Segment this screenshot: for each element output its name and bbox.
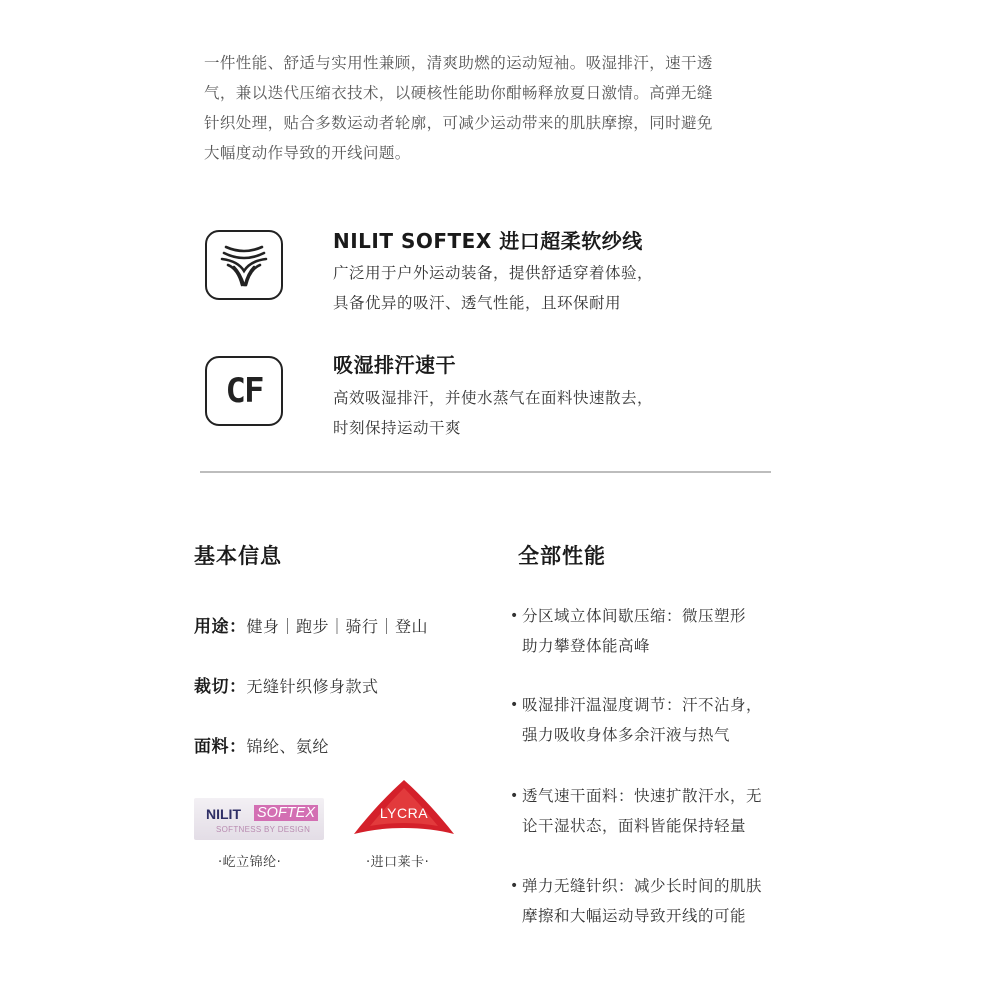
performance-line: 助力攀登体能高峰 (522, 637, 651, 655)
nilit-softex-logo (194, 798, 324, 840)
performance-line: 吸湿排汗温湿度调节：汗不沾身， (522, 696, 763, 714)
nilit-tagline: SOFTNESS BY DESIGN (216, 825, 311, 834)
bullet: • (510, 788, 519, 804)
nilit-caption: ·屹立锦纶· (218, 855, 282, 870)
section-divider (200, 471, 771, 473)
info-value: 锦纶、氨纶 (246, 737, 330, 756)
bullet: • (510, 878, 519, 894)
performance-item (510, 690, 780, 750)
info-label: 用途： (194, 617, 247, 637)
nilit-fiber-icon (205, 230, 283, 300)
bullet: • (510, 608, 519, 624)
bullet: • (510, 697, 519, 713)
nilit-brand: NILIT (206, 806, 241, 822)
info-row-usage (194, 612, 428, 637)
intro-line: 一件性能、舒适与实用性兼顾，清爽助燃的运动短袖。吸湿排汗，速干透 (204, 54, 713, 72)
feature-title: 吸湿排汗速干 (333, 353, 456, 377)
lycra-logo (352, 778, 456, 838)
performance-line: 分区域立体间歇压缩：微压塑形 (522, 607, 747, 625)
feature-desc-line: 高效吸湿排汗，并使水蒸气在面料快速散去， (333, 389, 654, 407)
lycra-brand: LYCRA (379, 805, 429, 821)
info-label: 面料： (194, 737, 247, 757)
performance-item (510, 781, 780, 841)
info-value: 健身｜跑步｜骑行｜登山 (246, 617, 429, 636)
softex-brand: SOFTEX (254, 805, 318, 821)
performance-title: 全部性能 (518, 544, 606, 568)
intro-line: 针织处理，贴合多数运动者轮廓，可减少运动带来的肌肤摩擦，同时避免 (204, 114, 713, 132)
coolfit-cf-icon (205, 356, 283, 426)
performance-line: 透气速干面料：快速扩散汗水，无 (522, 787, 763, 805)
lycra-caption: ·进口莱卡· (366, 855, 430, 870)
intro-paragraph (204, 48, 784, 168)
feature-desc-line: 广泛用于户外运动装备，提供舒适穿着体验， (333, 264, 654, 282)
feature-desc-line: 具备优异的吸汗、透气性能，且环保耐用 (333, 294, 622, 312)
performance-item (510, 871, 780, 931)
info-row-fabric (194, 732, 329, 757)
cf-icon-text: CF (225, 371, 263, 411)
info-label: 裁切： (194, 677, 247, 697)
info-row-cut (194, 672, 379, 697)
performance-line: 摩擦和大幅运动导致开线的可能 (522, 907, 747, 925)
performance-line: 弹力无缝针织：减少长时间的肌肤 (522, 877, 763, 895)
performance-item (510, 601, 780, 661)
intro-line: 大幅度动作导致的开线问题。 (204, 144, 411, 162)
basic-info-title: 基本信息 (194, 544, 282, 568)
feature-title: NILIT SOFTEX 进口超柔软纱线 (333, 229, 643, 253)
performance-line: 论干湿状态，面料皆能保持轻量 (522, 817, 747, 835)
feature-desc-line: 时刻保持运动干爽 (333, 419, 462, 437)
intro-line: 气，兼以迭代压缩衣技术，以硬核性能助你酣畅释放夏日激情。高弹无缝 (204, 84, 713, 102)
info-value: 无缝针织修身款式 (246, 677, 379, 696)
performance-line: 强力吸收身体多余汗液与热气 (522, 726, 731, 744)
